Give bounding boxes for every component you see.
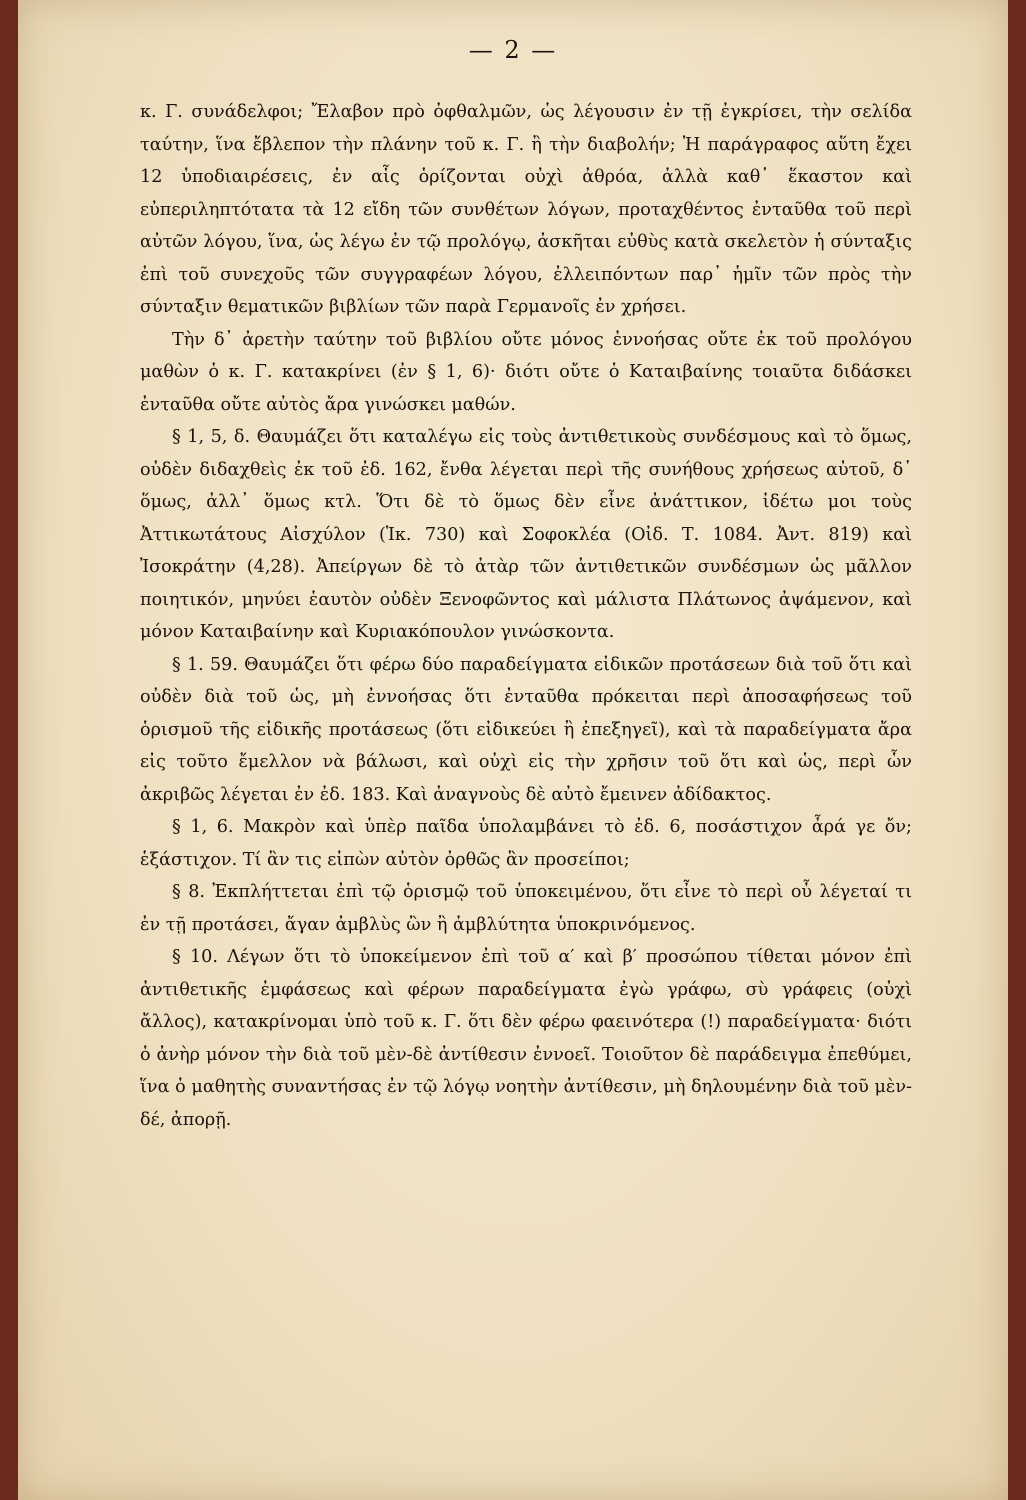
scanned-page — [18, 0, 1008, 1500]
paragraph-3: § 1, 5, δ. Θαυμάζει ὅτι καταλέγω εἰς τοὺς ἀντιθετικοὺς συνδέσμους καὶ τὸ ὅμως, οὐδὲν διδαχθεὶς ἐκ τοῦ ἐδ. 162, ἔνθα λέγεται περὶ τῆς συνήθους χρήσεως αὐτοῦ, δ᾽ ὅμως, ἀλλ᾽ ὅμως κτλ. Ὅτι δὲ τὸ ὅμως δὲν εἶνε ἀνάττικον, ἰδέτω μοι τοὺς Ἀττικωτάτους Αἰσχύλον (Ἱκ. 730) καὶ Σοφοκλέα (Οἰδ. Τ. 1084. Ἀντ. 819) καὶ Ἰσοκράτην (4,28). Ἀπείργων δὲ τὸ ἀτὰρ τῶν ἀντιθετικῶν συνδέσμων ὡς μᾶλλον ποιητικόν, μηνύει ἑαυτὸν οὐδὲν Ξενοφῶντος καὶ μάλιστα Πλάτωνος ἀψάμενον, καὶ μόνον Καταιβαίνην καὶ Κυριακόπουλον γινώσκοντα. — [140, 427, 912, 642]
paragraph-6: § 8. Ἐκπλήττεται ἐπὶ τῷ ὁρισμῷ τοῦ ὑποκειμένου, ὅτι εἶνε τὸ περὶ οὗ λέγεταί τι ἐν τῇ προτάσει, ἄγαν ἀμβλὺς ὢν ἢ ἀμβλύτητα ὑποκρινόμενος. — [140, 882, 912, 935]
page-number: — 2 — — [468, 36, 558, 64]
paragraph-4: § 1. 59. Θαυμάζει ὅτι φέρω δύο παραδείγματα εἰδικῶν προτάσεων διὰ τοῦ ὅτι καὶ οὐδὲν διὰ τοῦ ὡς, μὴ ἐννοήσας ὅτι ἐνταῦθα πρόκειται περὶ ἀποσαφήσεως τοῦ ὁρισμοῦ τῆς εἰδικῆς προτάσεως (ὅτι εἰδικεύει ἢ ἐπεξηγεῖ), καὶ τὰ παραδείγματα ἄρα εἰς τοῦτο ἔμελλον νὰ βάλωσι, καὶ οὐχὶ εἰς τὴν χρῆσιν τοῦ ὅτι καὶ ὡς, περὶ ὧν ἀκριβῶς λέγεται ἐν ἐδ. 183. Καὶ ἀναγνοὺς δὲ αὐτὸ ἔμεινεν ἀδίδακτος. — [140, 654, 912, 805]
paragraph-2: Τὴν δ᾽ ἀρετὴν ταύτην τοῦ βιβλίου οὔτε μόνος ἐννοήσας οὔτε ἐκ τοῦ προλόγου μαθὼν ὁ κ. Γ. κατακρίνει (ἐν § 1, 6)· διότι οὔτε ὁ Καταιβαίνης τοιαῦτα διδάσκει ἐνταῦθα οὔτε αὐτὸς ἄρα γινώσκει μαθών. — [140, 329, 912, 415]
paragraph-7: § 10. Λέγων ὅτι τὸ ὑποκείμενον ἐπὶ τοῦ α′ καὶ β′ προσώπου τίθεται μόνον ἐπὶ ἀντιθετικῆς ἐμφάσεως καὶ φέρων παραδείγματα ἐγὼ γράφω, σὺ γράφεις (οὐχὶ ἄλλος), κατακρίνομαι ὑπὸ τοῦ κ. Γ. ὅτι δὲν φέρω φαεινότερα (!) παραδείγματα· διότι ὁ ἀνὴρ μόνον τὴν διὰ τοῦ μὲν-δὲ ἀντίθεσιν ἐννοεῖ. Τοιοῦτον δὲ παράδειγμα ἐπεθύμει, ἵνα ὁ μαθητὴς συναντήσας ἐν τῷ λόγῳ νοητὴν ἀντίθεσιν, μὴ δηλουμένην διὰ τοῦ μὲν-δέ, ἀπορῇ. — [140, 947, 912, 1130]
body-text — [140, 96, 912, 1136]
paragraph-1: κ. Γ. συνάδελφοι; Ἔλαβον πρὸ ὀφθαλμῶν, ὡς λέγουσιν ἐν τῇ ἐγκρίσει, τὴν σελίδα ταύτην, ἵνα ἔβλεπον τὴν πλάνην τοῦ κ. Γ. ἢ τὴν διαβολήν; Ἡ παράγραφος αὕτη ἔχει 12 ὑποδιαιρέσεις, ἐν αἷς ὁρίζονται οὐχὶ ἀθρόα, ἀλλὰ καθ᾽ ἕκαστον καὶ εὐπεριληπτότατα τὰ 12 εἴδη τῶν συνθέτων λόγων, προταχθέντος ἐνταῦθα τοῦ περὶ αὐτῶν λόγου, ἵνα, ὡς λέγω ἐν τῷ προλόγῳ, ἀσκῆται εὐθὺς κατὰ σκελετὸν ἡ σύνταξις ἐπὶ τοῦ συνεχοῦς τῶν συγγραφέων λόγου, ἐλλειπόντων παρ᾽ ἡμῖν τῶν πρὸς τὴν σύνταξιν θεματικῶν βιβλίων τῶν παρὰ Γερμανοῖς ἐν χρήσει. — [140, 102, 912, 317]
paragraph-5: § 1, 6. Μακρὸν καὶ ὑπὲρ παῖδα ὑπολαμβάνει τὸ ἐδ. 6, ποσάστιχον ἆρά γε ὄν; ἑξάστιχον. Τί ἂν τις εἰπὼν αὐτὸν ὀρθῶς ἂν προσείποι; — [140, 817, 912, 870]
